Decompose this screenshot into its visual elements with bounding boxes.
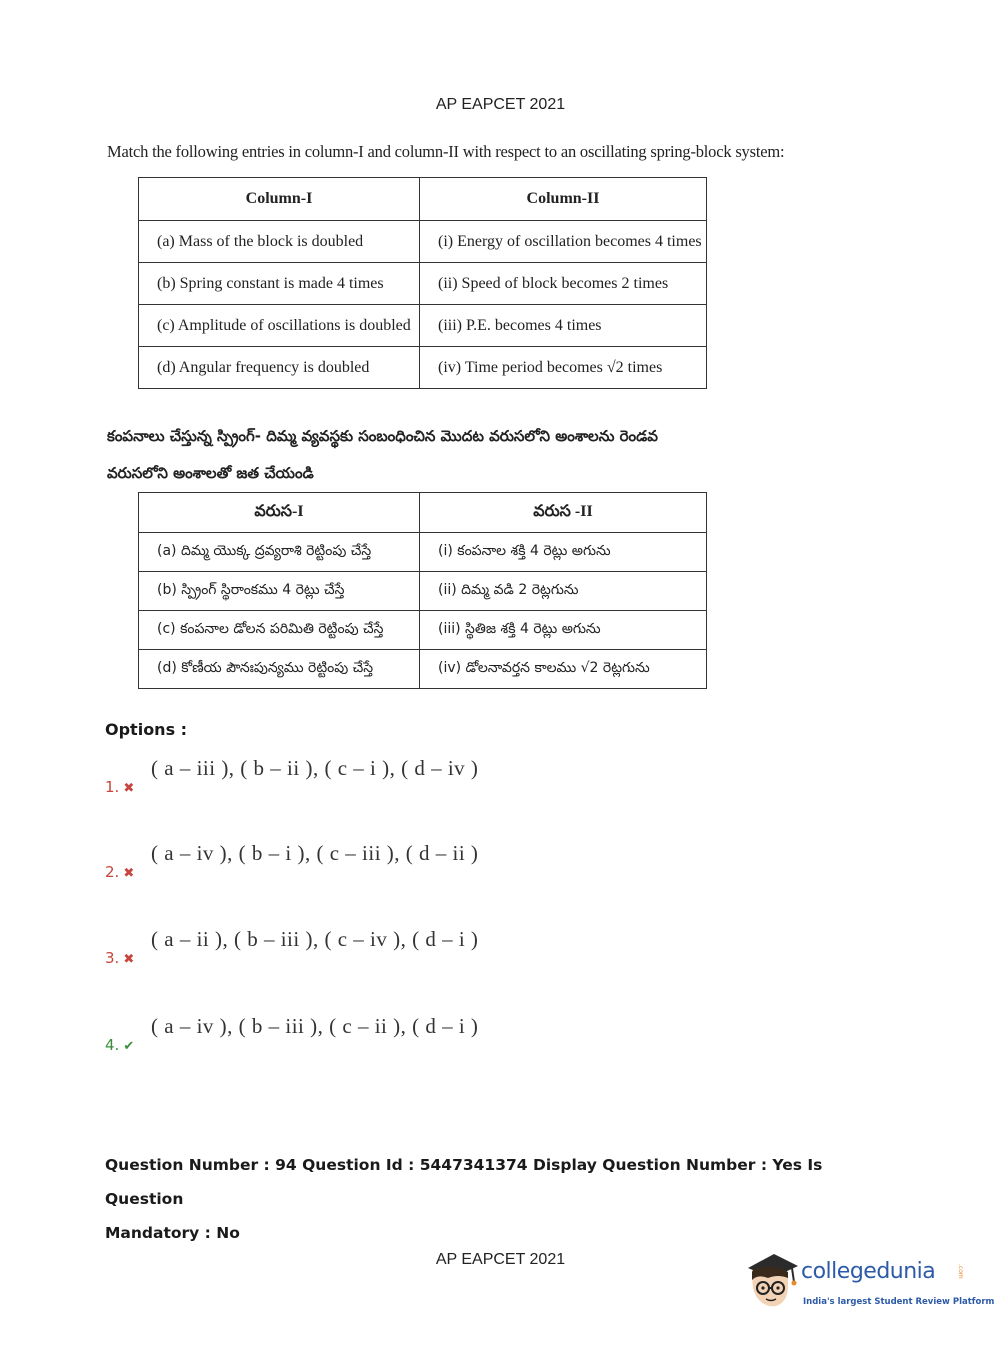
cross-icon: ✖ bbox=[123, 866, 135, 881]
column-header: Column-II bbox=[420, 178, 707, 221]
table-row bbox=[139, 650, 707, 689]
table-row bbox=[139, 611, 707, 650]
table-cell: (i) కంపనాల శక్తి 4 రెట్లు అగును bbox=[420, 533, 707, 572]
question-text-english: Match the following entries in column-I and column-II with respect to an oscillating spring-block system: bbox=[107, 142, 785, 161]
table-cell: (b) Spring constant is made 4 times bbox=[139, 263, 420, 305]
table-header-row bbox=[139, 178, 707, 221]
column-header: Column-I bbox=[139, 178, 420, 221]
option-text: ( a – iv ), ( b – iii ), ( c – ii ), ( d – i ) bbox=[151, 1014, 479, 1038]
question-meta-line: Mandatory : No bbox=[105, 1224, 240, 1242]
logo-wordmark: collegedunia bbox=[801, 1259, 936, 1284]
logo-dotcom: .com bbox=[957, 1264, 964, 1279]
table-cell: (iv) డోలనావర్తన కాలము √2 రెట్లగును bbox=[420, 650, 707, 689]
question-meta-line: Question Number : 94 Question Id : 5447341374 Display Question Number : Yes Is Question bbox=[105, 1156, 823, 1208]
table-row bbox=[139, 572, 707, 611]
option-item bbox=[105, 927, 605, 967]
match-table-telugu bbox=[138, 492, 707, 689]
column-header: వరుస-I bbox=[139, 493, 420, 533]
table-row bbox=[139, 263, 707, 305]
option-number: 2. ✖ bbox=[105, 863, 135, 881]
column-header: వరుస -II bbox=[420, 493, 707, 533]
option-text: ( a – iv ), ( b – i ), ( c – iii ), ( d – ii ) bbox=[151, 841, 479, 865]
option-text: ( a – iii ), ( b – ii ), ( c – i ), ( d – iv ) bbox=[151, 756, 479, 780]
logo-tagline: India's largest Student Review Platform bbox=[803, 1297, 995, 1307]
table-cell: (iv) Time period becomes √2 times bbox=[420, 347, 707, 389]
table-cell: (a) Mass of the block is doubled bbox=[139, 221, 420, 263]
table-cell: (d) కోణీయ పౌనఃపున్యము రెట్టింపు చేస్తే bbox=[139, 650, 420, 689]
mascot-icon bbox=[744, 1250, 800, 1312]
match-table-english bbox=[138, 177, 707, 389]
option-text: ( a – ii ), ( b – iii ), ( c – iv ), ( d – i ) bbox=[151, 927, 479, 951]
cross-icon: ✖ bbox=[123, 952, 135, 967]
table-cell: (iii) స్థితిజ శక్తి 4 రెట్లు అగును bbox=[420, 611, 707, 650]
option-item bbox=[105, 1014, 605, 1054]
page-footer-title: AP EAPCET 2021 bbox=[435, 1251, 566, 1268]
table-cell: (a) దిమ్మ యొక్క ద్రవ్యరాశి రెట్టింపు చేస్తే bbox=[139, 533, 420, 572]
table-cell: (i) Energy of oscillation becomes 4 times bbox=[420, 221, 707, 263]
table-header-row bbox=[139, 493, 707, 533]
option-item bbox=[105, 756, 605, 796]
table-cell: (c) Amplitude of oscillations is doubled bbox=[139, 305, 420, 347]
table-cell: (d) Angular frequency is doubled bbox=[139, 347, 420, 389]
table-row bbox=[139, 221, 707, 263]
option-number: 3. ✖ bbox=[105, 949, 135, 967]
table-row bbox=[139, 347, 707, 389]
cross-icon: ✖ bbox=[123, 781, 135, 796]
table-cell: (ii) Speed of block becomes 2 times bbox=[420, 263, 707, 305]
collegedunia-logo[interactable] bbox=[744, 1250, 995, 1320]
table-row bbox=[139, 305, 707, 347]
table-cell: (ii) దిమ్మ వడి 2 రెట్లగును bbox=[420, 572, 707, 611]
question-text-telugu: కంపనాలు చేస్తున్న స్ప్రింగ్- దిమ్మ వ్యవస్థకు సంబంధించిన మొదట వరుసలోని అంశాలను రెండవ వరుసలోని అంశాలతో జత చేయండి bbox=[107, 427, 658, 482]
option-number: 4. ✔ bbox=[105, 1036, 135, 1054]
question-meta bbox=[105, 1148, 905, 1250]
table-cell: (b) స్ప్రింగ్ స్థిరాంకము 4 రెట్లు చేస్తే bbox=[139, 572, 420, 611]
page-header-title: AP EAPCET 2021 bbox=[435, 96, 566, 113]
table-cell: (c) కంపనాల డోలన పరిమితి రెట్టింపు చేస్తే bbox=[139, 611, 420, 650]
table-cell: (iii) P.E. becomes 4 times bbox=[420, 305, 707, 347]
check-icon: ✔ bbox=[123, 1039, 135, 1054]
option-number: 1. ✖ bbox=[105, 778, 135, 796]
options-label: Options : bbox=[105, 720, 188, 739]
table-row bbox=[139, 533, 707, 572]
option-item bbox=[105, 841, 605, 881]
